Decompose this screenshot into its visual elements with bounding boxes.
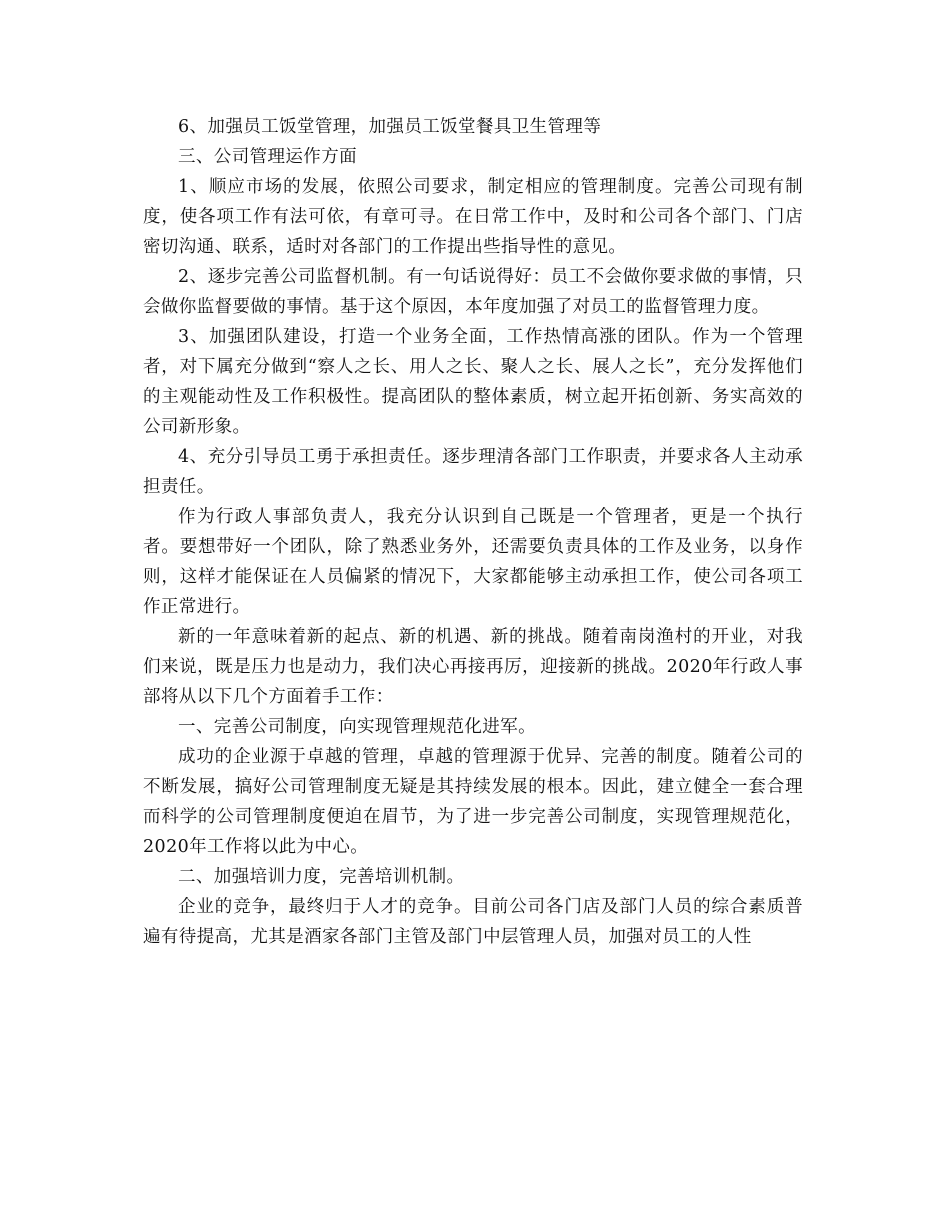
section-heading-operations: 三、公司管理运作方面 [178, 147, 357, 167]
paragraph-team-building: 3、加强团队建设，打造一个业务全面，工作热情高涨的团队。作为一个管理者，对下属充分做到“察人之长、用人之长、聚人之长、展人之长”，充分发挥他们的主观能动性及工作积极性。提高团队的整体素质，树立起开拓创新、务实高效的公司新形象。 [143, 327, 803, 437]
paragraph-new-year: 新的一年意味着新的起点、新的机遇、新的挑战。随着南岗渔村的开业，对我们来说，既是压力也是动力，我们决心再接再厉，迎接新的挑战。2020年行政人事部将从以下几个方面着手工作： [143, 627, 803, 707]
section-heading-training: 二、加强培训力度，完善培训机制。 [178, 867, 465, 887]
document-body [143, 112, 803, 952]
paragraph-management-system: 1、顺应市场的发展，依照公司要求，制定相应的管理制度。完善公司现有制度，使各项工作有法可依，有章可寻。在日常工作中，及时和公司各个部门、门店密切沟通、联系，适时对各部门的工作提出些指导性的意见。 [143, 177, 803, 257]
section-heading-improve-system: 一、完善公司制度，向实现管理规范化进军。 [178, 717, 536, 737]
paragraph-department-head: 作为行政人事部负责人，我充分认识到自己既是一个管理者，更是一个执行者。要想带好一个团队，除了熟悉业务外，还需要负责具体的工作及业务，以身作则，这样才能保证在人员偏紧的情况下，大家都能够主动承担工作，使公司各项工作正常进行。 [143, 507, 803, 617]
paragraph-responsibility: 4、充分引导员工勇于承担责任。逐步理清各部门工作职责，并要求各人主动承担责任。 [143, 447, 803, 497]
paragraph-canteen: 6、加强员工饭堂管理，加强员工饭堂餐具卫生管理等 [178, 117, 602, 137]
paragraph-enterprise-management: 成功的企业源于卓越的管理，卓越的管理源于优异、完善的制度。随着公司的不断发展，搞好公司管理制度无疑是其持续发展的根本。因此，建立健全一套合理而科学的公司管理制度便迫在眉节，为了进一步完善公司制度，实现管理规范化，2020年工作将以此为中心。 [143, 747, 803, 857]
paragraph-supervision: 2、逐步完善公司监督机制。有一句话说得好：员工不会做你要求做的事情，只会做你监督要做的事情。基于这个原因，本年度加强了对员工的监督管理力度。 [143, 267, 803, 317]
paragraph-talent-competition: 企业的竞争，最终归于人才的竞争。目前公司各门店及部门人员的综合素质普遍有待提高，尤其是酒家各部门主管及部门中层管理人员，加强对员工的人性 [143, 897, 803, 947]
